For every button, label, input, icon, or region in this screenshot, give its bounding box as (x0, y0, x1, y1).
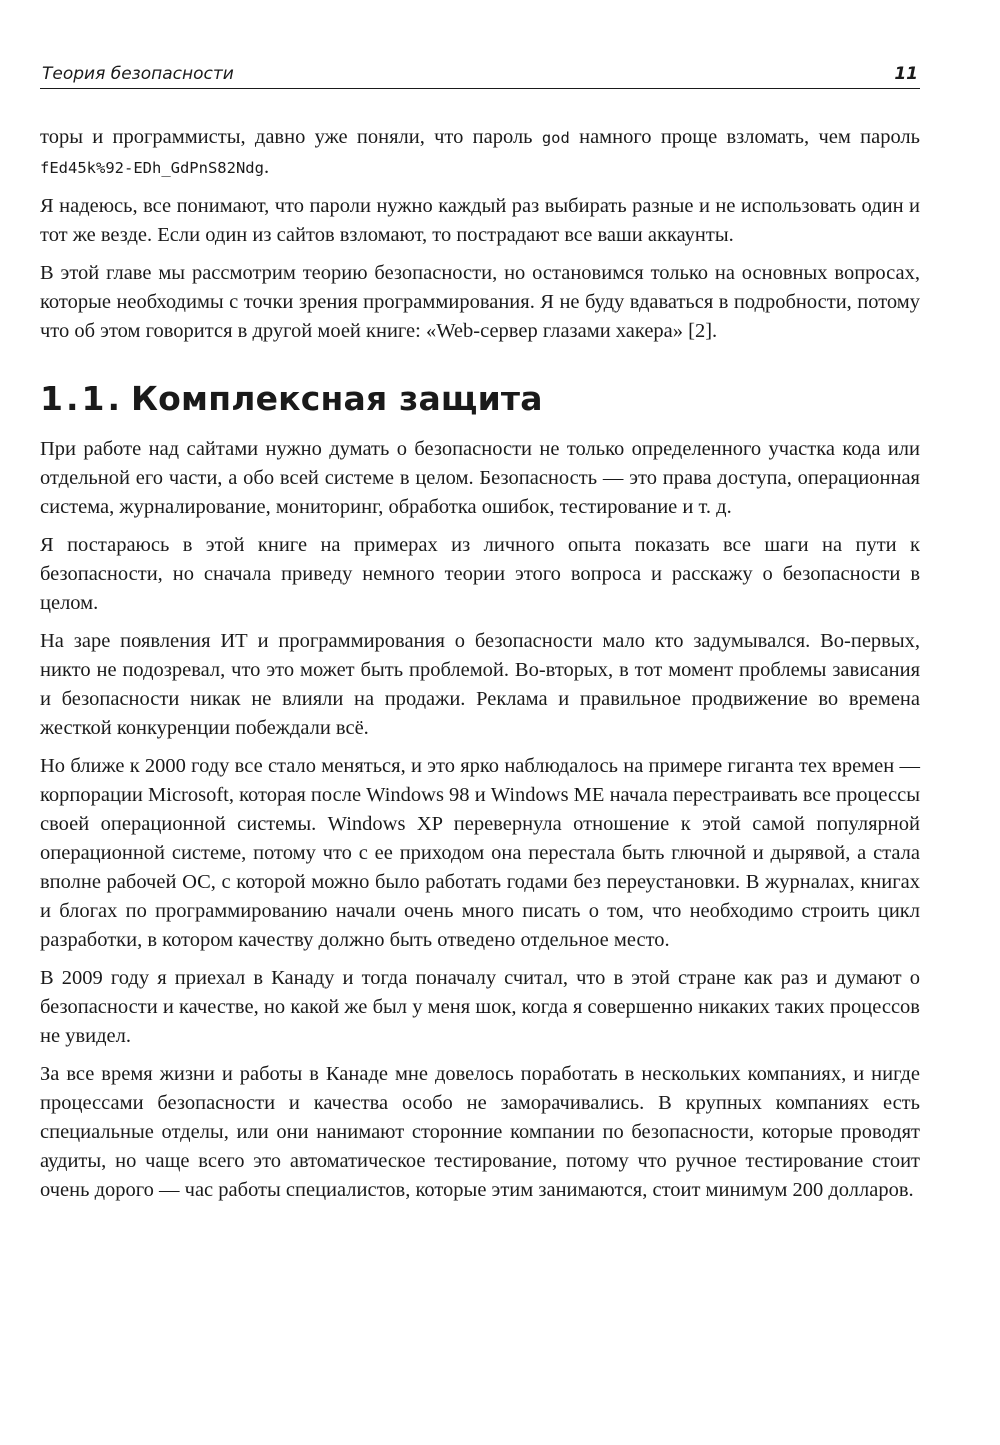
paragraph-different-passwords: Я надеюсь, все понимают, что пароли нужно каждый раз выбирать разные и не использовать один и тот же везде. Если один из сайтов взломают, то пострадают все ваши аккаунты. (40, 195, 920, 246)
book-page (40, 60, 920, 1214)
text-run: торы и программисты, давно уже поняли, что пароль (40, 126, 542, 148)
paragraph: В 2009 году я приехал в Канаду и тогда поначалу считал, что в этой стране как раз и думают о безопасности и качестве, но какой же был у меня шок, когда я совершенно никаких таких процессов не увидел. (40, 967, 920, 1047)
body-text (40, 123, 920, 1205)
page-number: 11 (894, 64, 918, 84)
code-password-strong: fEd45k%92-EDh_GdPnS82Ndg (40, 159, 264, 177)
text-run: . (263, 156, 270, 178)
paragraph: Но ближе к 2000 году все стало меняться, и это ярко наблюдалось на примере гиганта тех времен — корпорации Microsoft, которая после Windows 98 и Windows ME начала перестраивать все процессы своей операционной системы. Windows XP перевернула отношение к этой самой популярной операционной системе, потому что с ее приходом она перестала быть глючной и дырявой, а стала вполне рабочей ОС, с которой можно было работать годами без переустановки. В журналах, книгах и блогах по программированию начали очень много писать о том, что необходимо строить цикл разработки, в котором качеству должно быть отведено отдельное место. (40, 755, 920, 951)
code-password-weak: god (541, 129, 570, 147)
section-title: Комплексная защита (131, 379, 543, 418)
paragraph-chapter-scope: В этой главе мы рассмотрим теорию безопасности, но остановимся только на основных вопросах, которые необходимы с точки зрения программирования. Я не буду вдаваться в подробности, потому что об этом говорится в другой моей книге: «Web-сервер глазами хакера» [2]. (40, 262, 920, 342)
running-header (40, 60, 920, 89)
paragraph: При работе над сайтами нужно думать о безопасности не только определенного участка кода или отдельной его части, а обо всей системе в целом. Безопасность — это права доступа, операционная система, журналирование, мониторинг, обработка ошибок, тестирование и т. д. (40, 438, 920, 518)
text-run: намного проще взломать, чем пароль (569, 126, 920, 148)
section-number: 1.1. (40, 379, 123, 418)
section-heading (40, 379, 920, 418)
paragraph-passwords (40, 123, 920, 183)
paragraph: Я постараюсь в этой книге на примерах из личного опыта показать все шаги на пути к безопасности, но сначала приведу немного теории этого вопроса и расскажу о безопасности в целом. (40, 534, 920, 614)
running-title: Теория безопасности (42, 64, 234, 84)
paragraph: За все время жизни и работы в Канаде мне довелось поработать в нескольких компаниях, и нигде процессами безопасности и качества особо не заморачивались. В крупных компаниях есть специальные отделы, или они нанимают сторонние компании по безопасности, которые проводят аудиты, но чаще всего это автоматическое тестирование, потому что ручное тестирование стоит очень дорого — час работы специалистов, которые этим занимаются, стоит минимум 200 долларов. (40, 1063, 920, 1201)
paragraph: На заре появления ИТ и программирования о безопасности мало кто задумывался. Во-первых, никто не подозревал, что это может быть проблемой. Во-вторых, в тот момент проблемы зависания и безопасности никак не влияли на продажи. Реклама и правильное продвижение во времена жесткой конкуренции побеждали всё. (40, 630, 920, 739)
